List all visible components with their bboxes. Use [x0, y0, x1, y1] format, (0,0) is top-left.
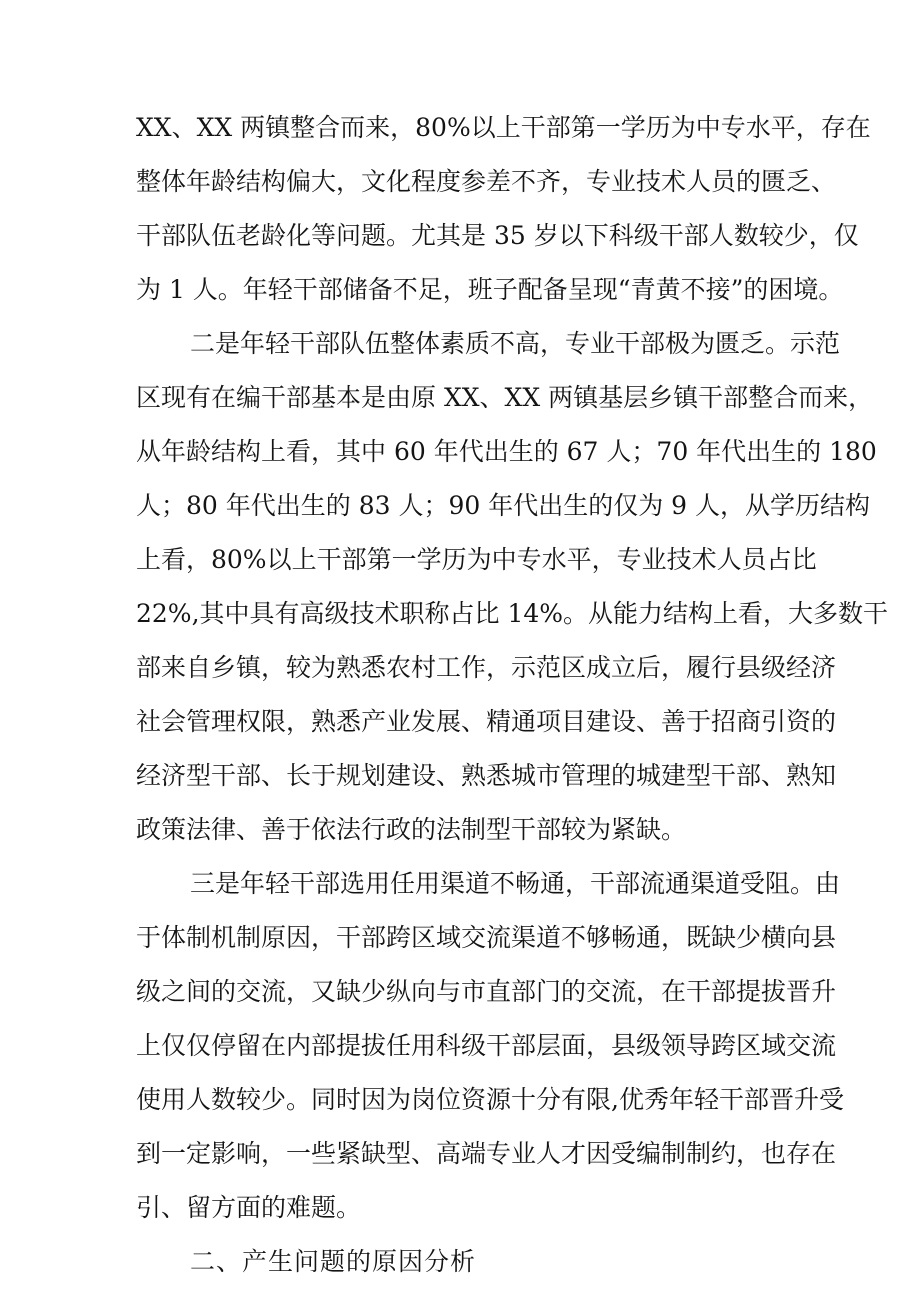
paragraph-line: 为 1 人。年轻干部储备不足，班子配备呈现“青黄不接”的困境。: [136, 275, 844, 304]
paragraph-line: 部来自乡镇，较为熟悉农村工作，示范区成立后，履行县级经济: [136, 653, 837, 682]
section-heading: 二、产生问题的原因分析: [190, 1247, 477, 1276]
paragraph-line: 区现有在编干部基本是由原 XX、XX 两镇基层乡镇干部整合而来，: [136, 383, 874, 412]
paragraph-line: 上看，80%以上干部第一学历为中专水平，专业技术人员占比: [136, 545, 817, 574]
paragraph-line: 社会管理权限，熟悉产业发展、精通项目建设、善于招商引资的: [136, 707, 837, 736]
paragraph-line: 于体制机制原因，干部跨区域交流渠道不够畅通，既缺少横向县: [136, 923, 837, 952]
paragraph-line: 干部队伍老龄化等问题。尤其是 35 岁以下科级干部人数较少，仅: [136, 221, 859, 250]
paragraph-line: 政策法律、善于依法行政的法制型干部较为紧缺。: [136, 815, 687, 844]
paragraph-line: 三是年轻干部选用任用渠道不畅通，干部流通渠道受阻。由: [190, 869, 841, 898]
paragraph-line: 上仅仅停留在内部提拔任用科级干部层面，县级领导跨区域交流: [136, 1031, 837, 1060]
paragraph-line: 引、留方面的难题。: [136, 1193, 362, 1222]
paragraph-line: 到一定影响，一些紧缺型、高端专业人才因受编制制约，也存在: [136, 1139, 837, 1168]
paragraph-line: 22%,其中具有高级技术职称占比 14%。从能力结构上看，大多数干: [136, 599, 889, 628]
paragraph-line: 级之间的交流，又缺少纵向与市直部门的交流，在干部提拔晋升: [136, 977, 837, 1006]
paragraph-line: 从年龄结构上看，其中 60 年代出生的 67 人；70 年代出生的 180: [136, 437, 877, 466]
paragraph-line: 使用人数较少。同时因为岗位资源十分有限,优秀年轻干部晋升受: [136, 1085, 844, 1114]
paragraph-line: 整体年龄结构偏大，文化程度参差不齐，专业技术人员的匮乏、: [136, 167, 837, 196]
paragraph-line: XX、XX 两镇整合而来，80%以上干部第一学历为中专水平，存在: [136, 113, 871, 142]
paragraph-line: 经济型干部、长于规划建设、熟悉城市管理的城建型干部、熟知: [136, 761, 837, 790]
paragraph-line: 人；80 年代出生的 83 人；90 年代出生的仅为 9 人，从学历结构: [136, 491, 871, 520]
paragraph-line: 二是年轻干部队伍整体素质不高，专业干部极为匮乏。示范: [190, 329, 841, 358]
